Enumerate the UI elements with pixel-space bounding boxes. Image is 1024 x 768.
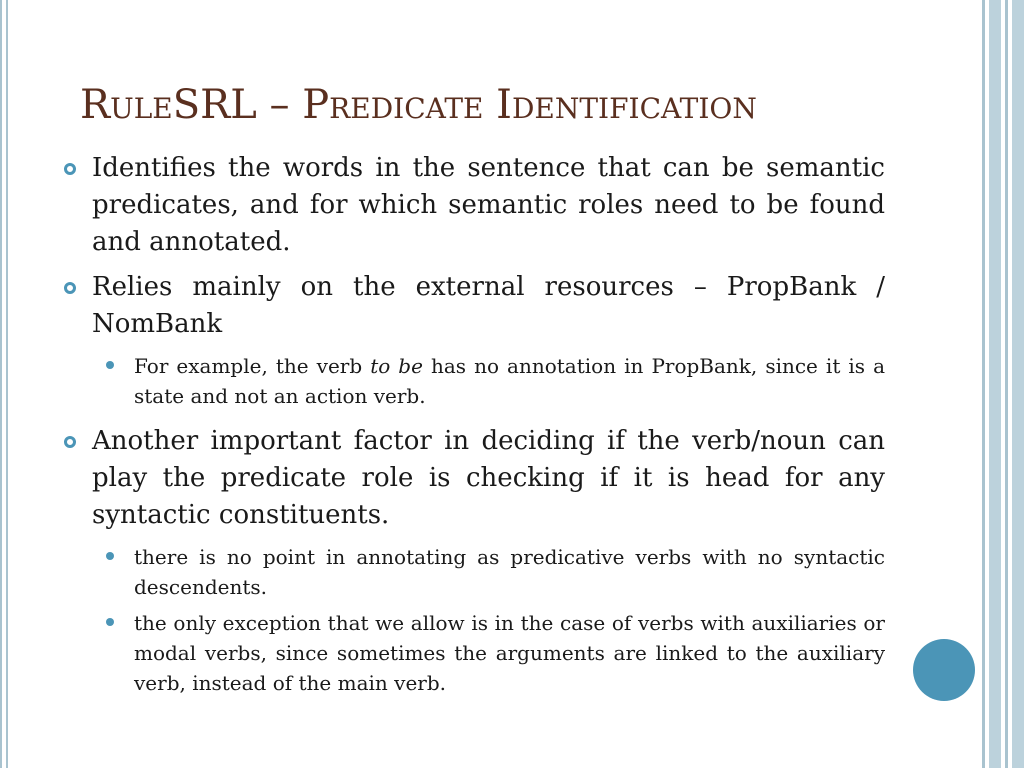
right-border-decoration <box>982 0 1024 768</box>
dot-bullet-icon <box>106 552 114 560</box>
sub-bullet-item <box>106 351 885 411</box>
bullet-text: Identifies the words in the sentence that can be semantic predicates, and for which semantic roles need to be found and annotated. <box>92 153 885 257</box>
sub-bullet-item <box>106 608 885 698</box>
left-border-decoration <box>0 0 8 768</box>
dot-bullet-icon <box>106 361 114 369</box>
decorative-circle <box>913 639 975 701</box>
dot-bullet-icon <box>106 618 114 626</box>
bullet-text: Relies mainly on the external resources – PropBank / NomBank <box>92 272 885 339</box>
sub-bullet-item <box>106 542 885 602</box>
slide-title: RuleSRL – Predicate Identification <box>80 82 757 128</box>
emphasis-text: to be <box>370 354 423 378</box>
bullet-item <box>64 423 885 534</box>
bullet-item <box>64 269 885 343</box>
bullet-item <box>64 150 885 261</box>
sub-bullet-text: there is no point in annotating as predicative verbs with no syntactic descendents. <box>134 545 885 599</box>
slide-body <box>64 150 885 704</box>
sub-bullet-text: For example, the verb to be has no annotation in PropBank, since it is a state and not an action verb. <box>134 354 886 408</box>
ring-bullet-icon <box>64 436 76 448</box>
ring-bullet-icon <box>64 282 76 294</box>
ring-bullet-icon <box>64 163 76 175</box>
bullet-text: Another important factor in deciding if the verb/noun can play the predicate role is checking if it is head for any syntactic constituents. <box>92 426 885 530</box>
sub-bullet-text: the only exception that we allow is in the case of verbs with auxiliaries or modal verbs, since sometimes the arguments are linked to the auxiliary verb, instead of the main verb. <box>134 611 885 695</box>
